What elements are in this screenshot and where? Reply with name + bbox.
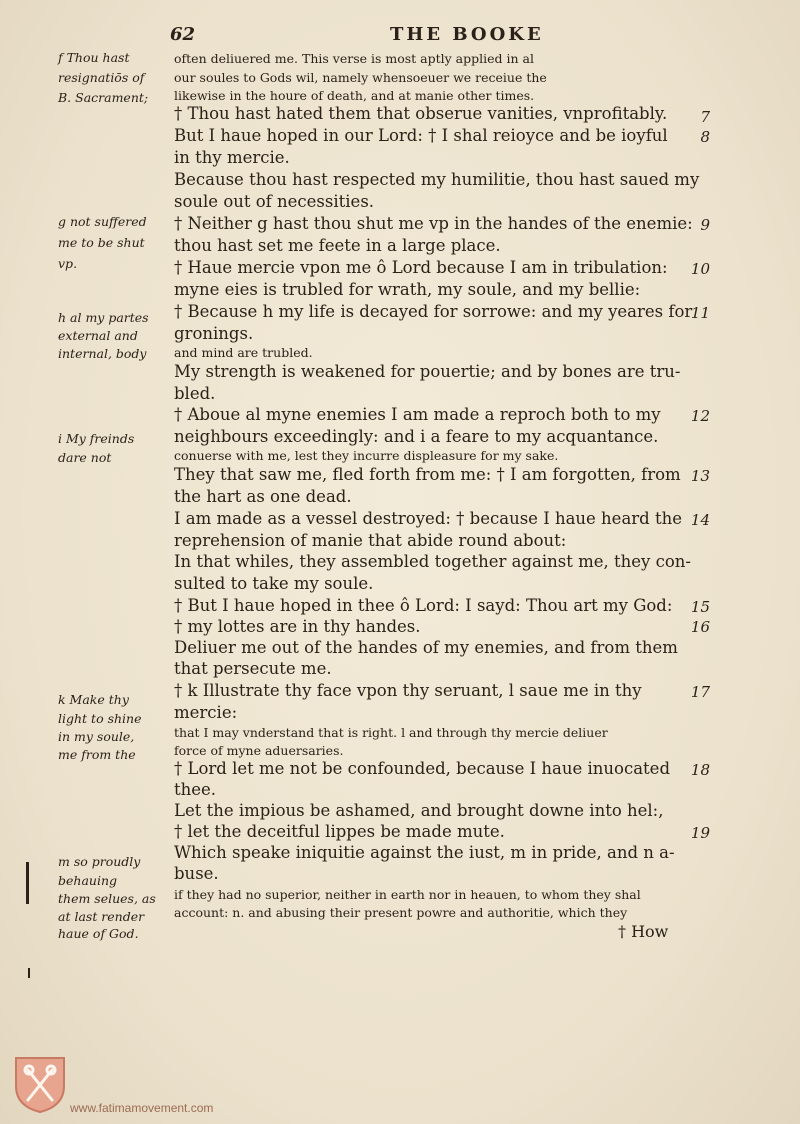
- margin-note: external and: [58, 328, 138, 343]
- margin-note: light to shine: [58, 711, 142, 726]
- annotation-line: that I may vnderstand that is right. l and through thy mercie deliuer: [174, 725, 608, 740]
- text-line: In that whiles, they assembled together against me, they con-: [174, 552, 691, 571]
- verse-number: 16: [690, 618, 710, 636]
- margin-note: them selues, as: [58, 891, 156, 906]
- verse-number: 19: [690, 824, 710, 842]
- annotation-line: account: n. and abusing their present powre and authoritie, which they: [174, 905, 628, 920]
- text-line: † Haue mercie vpon me ô Lord because I am in tribulation:: [174, 258, 668, 277]
- verse-number: 11: [690, 304, 710, 322]
- annotation-line: conuerse with me, lest they incurre displeasure for my sake.: [174, 448, 559, 463]
- margin-note: vp.: [58, 256, 78, 271]
- text-line: † my lottes are in thy handes.: [174, 617, 421, 636]
- verse-number: 7: [700, 108, 710, 126]
- coat-of-arms-logo-icon: [14, 1056, 66, 1114]
- text-line: † Lord let me not be confounded, because I haue inuocated: [174, 759, 671, 778]
- text-line: thee.: [174, 780, 217, 799]
- text-line: that persecute me.: [174, 659, 332, 678]
- text-line: † Because h my life is decayed for sorrowe: and my yeares for: [174, 302, 693, 321]
- margin-note: g not suffered: [58, 214, 147, 229]
- verse-number: 9: [700, 216, 710, 234]
- margin-mark: [28, 968, 30, 978]
- text-line: in thy mercie.: [174, 148, 290, 167]
- margin-note: m so proudly: [58, 854, 141, 869]
- text-line: bled.: [174, 384, 216, 403]
- margin-note: B. Sacrament;: [58, 90, 149, 105]
- text-line: † Neither g hast thou shut me vp in the handes of the enemie:: [174, 214, 693, 233]
- text-line: Because thou hast respected my humilitie, thou hast saued my: [174, 170, 700, 189]
- text-line: neighbours exceedingly: and i a feare to my acquantance.: [174, 427, 659, 446]
- text-line: Deliuer me out of the handes of my enemies, and from them: [174, 638, 678, 657]
- text-line: the hart as one dead.: [174, 487, 352, 506]
- margin-note: internal, body: [58, 346, 147, 361]
- text-line: gronings.: [174, 324, 254, 343]
- text-line: † let the deceitful lippes be made mute.: [174, 822, 505, 841]
- verse-number: 17: [690, 683, 710, 701]
- margin-rule: [26, 862, 29, 904]
- text-line: buse.: [174, 864, 219, 883]
- margin-note: in my soule,: [58, 729, 135, 744]
- text-line: thou hast set me feete in a large place.: [174, 236, 501, 255]
- text-line: † Thou hast hated them that obserue vanities, vnprofitably.: [174, 104, 668, 123]
- text-line: † k Illustrate thy face vpon thy seruant, l saue me in thy: [174, 681, 642, 700]
- page-header: [0, 24, 800, 48]
- margin-note: i My freinds: [58, 431, 135, 446]
- annotation-line: and mind are trubled.: [174, 345, 313, 360]
- annotation-line: if they had no superior, neither in earth nor in heauen, to whom they shal: [174, 887, 641, 902]
- margin-note: behauing: [58, 873, 118, 888]
- text-line: soule out of necessities.: [174, 192, 375, 211]
- annotation-line: often deliuered me. This verse is most aptly applied in al: [174, 51, 534, 66]
- text-line: mercie:: [174, 703, 238, 722]
- verse-number: 12: [690, 407, 710, 425]
- margin-note: f Thou hast: [58, 50, 130, 65]
- annotation-line: force of myne aduersaries.: [174, 743, 344, 758]
- text-line: Let the impious be ashamed, and brought downe into hel:,: [174, 801, 664, 820]
- text-line: My strength is weakened for pouertie; and by bones are tru-: [174, 362, 681, 381]
- margin-note: at last render: [58, 909, 145, 924]
- margin-note: resignatiōs of: [58, 70, 145, 85]
- margin-note: h al my partes: [58, 310, 149, 325]
- margin-note: me from the: [58, 747, 136, 762]
- verse-number: 15: [690, 598, 710, 616]
- annotation-line: likewise in the houre of death, and at manie other times.: [174, 88, 535, 103]
- text-line: I am made as a vessel destroyed: † because I haue heard the: [174, 509, 682, 528]
- text-line: Which speake iniquitie against the iust, m in pride, and n a-: [174, 843, 675, 862]
- text-line: sulted to take my soule.: [174, 574, 374, 593]
- running-title: THE BOOKE: [390, 24, 544, 45]
- margin-note: me to be shut: [58, 235, 145, 250]
- page-number: 62: [170, 24, 196, 45]
- margin-note: k Make thy: [58, 692, 129, 707]
- text-line: † But I haue hoped in thee ô Lord: I sayd: Thou art my God:: [174, 596, 673, 615]
- text-line: They that saw me, fled forth from me: † I am forgotten, from: [174, 465, 681, 484]
- verse-number: 8: [700, 128, 710, 146]
- text-line: reprehension of manie that abide round about:: [174, 531, 567, 550]
- verse-number: 14: [690, 511, 710, 529]
- footer-url: www.fatimamovement.com: [70, 1101, 214, 1115]
- verse-number: 18: [690, 761, 710, 779]
- text-line: † Aboue al myne enemies I am made a reproch both to my: [174, 405, 661, 424]
- catchword: † How: [618, 922, 669, 941]
- annotation-line: our soules to Gods wil, namely whensoeuer we receiue the: [174, 70, 547, 85]
- text-line: But I haue hoped in our Lord: † I shal reioyce and be ioyful: [174, 126, 668, 145]
- verse-number: 13: [690, 467, 710, 485]
- margin-note: haue of God.: [58, 926, 139, 941]
- margin-note: dare not: [58, 450, 112, 465]
- text-line: myne eies is trubled for wrath, my soule, and my bellie:: [174, 280, 641, 299]
- verse-number: 10: [690, 260, 710, 278]
